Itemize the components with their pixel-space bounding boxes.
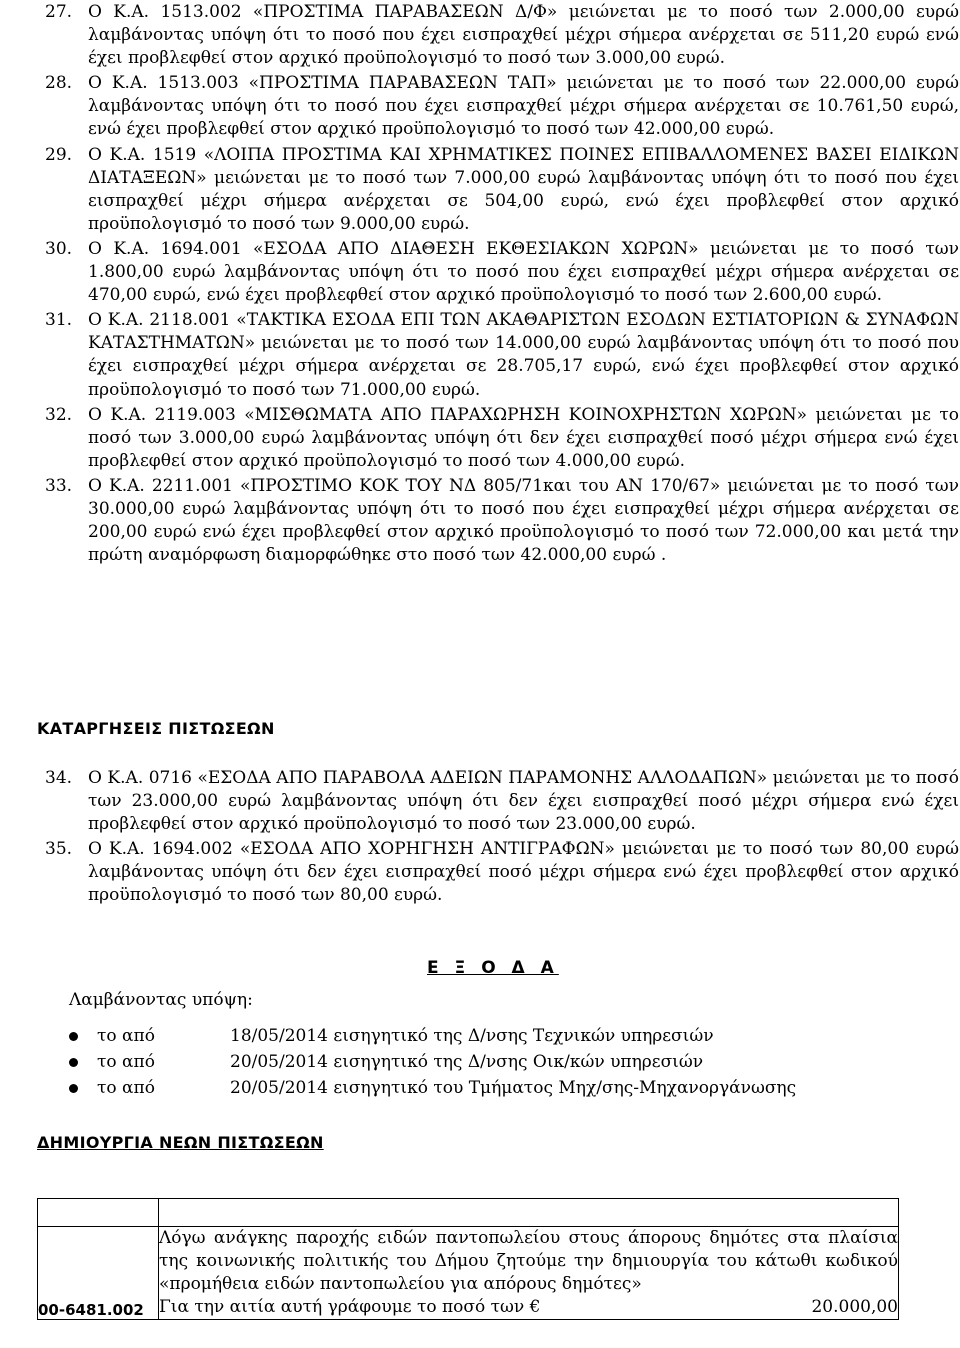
credit-description-cell xyxy=(159,1227,899,1320)
item-text: Ο Κ.Α. 1513.002 «ΠΡΟΣΤΙΜΑ ΠΑΡΑΒΑΣΕΩΝ Δ/Φ» μειώνεται με το ποσό των 2.000,00 ευρώ λαμβάνοντας υπόψη ότι το ποσό που έχει εισπραχθεί μέχρι σήμερα ανέρχεται σε 511,20 ευρώ ενώ έχει προβλεφθεί στον αρχικό προϋπολογισμό το ποσό των 3.000,00 ευρώ. xyxy=(88,2,959,69)
item-number: 34. xyxy=(45,768,73,788)
list-item-30 xyxy=(37,238,959,307)
amount-line xyxy=(159,1296,898,1319)
credit-description: Λόγω ανάγκης παροχής ειδών παντοπωλείου στους άπορους δημότες στα πλαίσια της κοινωνικής πολιτικής του Δήμου ζητούμε την δημιουργία του κάτωθι κωδικού «προμήθεια ειδών παντοπωλείου για απόρους δημότες» xyxy=(159,1228,898,1295)
list-item-27 xyxy=(37,1,959,70)
bullet-text: 20/05/2014 εισηγητικό του Τμήματος Μηχ/σης-Μηχανοργάνωσης xyxy=(230,1078,797,1098)
item-number: 28. xyxy=(45,73,73,94)
table-cell-empty xyxy=(159,1199,899,1227)
section-title-exoda: Ε Ξ Ο Δ Α xyxy=(427,958,559,978)
list-item-28 xyxy=(37,72,959,141)
section-heading-dimiourgia: ΔΗΜΙΟΥΡΓΙΑ ΝΕΩΝ ΠΙΣΤΩΣΕΩΝ xyxy=(37,1133,324,1152)
item-number: 31. xyxy=(45,310,73,331)
bullet-prefix: το από xyxy=(97,1026,155,1046)
item-number: 33. xyxy=(45,475,73,496)
item-text: Ο Κ.Α. 0716 «ΕΣΟΔΑ ΑΠΟ ΠΑΡΑΒΟΛΑ ΑΔΕΙΩΝ ΠΑΡΑΜΟΝΗΣ ΑΛΛΟΔΑΠΩΝ» μειώνεται με το ποσό των 23.000,00 ευρώ λαμβάνοντας υπόψη ότι δεν έχει εισπραχθεί ποσό μέχρι σήμερα ενώ έχει προβλεφθεί στον αρχικό προϋπολογισμό το ποσό των 23.000,00 ευρώ. xyxy=(88,768,959,835)
list-item-29 xyxy=(37,144,959,236)
item-number: 27. xyxy=(45,2,73,22)
table-header-row xyxy=(38,1199,899,1227)
considering-label: Λαμβάνοντας υπόψη: xyxy=(69,990,253,1010)
section-heading-katargiseis: ΚΑΤΑΡΓΗΣΕΙΣ ΠΙΣΤΩΣΕΩΝ xyxy=(37,719,275,738)
bullet-item xyxy=(37,1025,937,1051)
table-cell-empty xyxy=(38,1199,159,1227)
bullet-prefix: το από xyxy=(97,1052,155,1072)
amount-label: Για την αιτία αυτή γράφουμε το ποσό των € xyxy=(159,1297,541,1318)
bullet-item xyxy=(37,1051,937,1077)
item-number: 32. xyxy=(45,404,73,425)
bullet-icon xyxy=(69,1084,78,1093)
bullet-icon xyxy=(69,1058,78,1067)
item-text: Ο Κ.Α. 2118.001 «ΤΑΚΤΙΚΑ ΕΣΟΔΑ ΕΠΙ ΤΩΝ ΑΚΑΘΑΡΙΣΤΩΝ ΕΣΟΔΩΝ ΕΣΤΙΑΤΟΡΙΩΝ & ΣΥΝΑΦΩΝ ΚΑΤΑΣΤΗΜΑΤΩΝ» μειώνεται με το ποσό των 14.000,00 ευρώ λαμβάνοντας υπόψη ότι το ποσό που έχει εισπραχθεί μέχρι σήμερα ανέρχεται σε 28.705,17 ευρώ, ενώ έχει προβλεφθεί στον αρχικό προϋπολογισμό το ποσό των 71.000,00 ευρώ. xyxy=(88,310,959,400)
bullet-text: 20/05/2014 εισηγητικό της Δ/νσης Οικ/κών υπηρεσιών xyxy=(230,1052,704,1072)
bullet-item xyxy=(37,1077,937,1103)
amount-value: 20.000,00 xyxy=(811,1297,898,1318)
item-text: Ο Κ.Α. 2211.001 «ΠΡΟΣΤΙΜΟ ΚΟΚ ΤΟΥ ΝΔ 805/71και του ΑΝ 170/67» μειώνεται με το ποσό των 30.000,00 ευρώ λαμβάνοντας υπόψη ότι το ποσό που έχει εισπραχθεί μέχρι σήμερα ανέρχεται σε 200,00 ευρώ ενώ έχει προβλεφθεί στον αρχικό προϋπολογισμό το ποσό των 72.000,00 και μετά την πρώτη αναμόρφωση διαμορφώθηκε στο ποσό των 42.000,00 ευρώ . xyxy=(88,475,959,566)
list-item-35 xyxy=(37,838,959,907)
bullet-text: 18/05/2014 εισηγητικό της Δ/νσης Τεχνικών υπηρεσιών xyxy=(230,1026,714,1046)
item-number: 29. xyxy=(45,144,73,165)
bullet-icon xyxy=(69,1032,78,1041)
reductions-list-top xyxy=(37,1,959,567)
list-item-34 xyxy=(37,767,959,836)
item-number: 35. xyxy=(45,839,73,860)
item-text: Ο Κ.Α. 1694.002 «ΕΣΟΔΑ ΑΠΟ ΧΟΡΗΓΗΣΗ ΑΝΤΙΓΡΑΦΩΝ» μειώνεται με το ποσό των 80,00 ευρώ λαμβάνοντας υπόψη ότι δεν έχει εισπραχθεί ποσό μέχρι σήμερα ενώ έχει προβλεφθεί στον αρχικό προϋπολογισμό το ποσό των 80,00 ευρώ. xyxy=(88,839,959,906)
item-number: 30. xyxy=(45,238,73,259)
table-row xyxy=(38,1227,899,1320)
list-item-31 xyxy=(37,309,959,401)
bullet-prefix: το από xyxy=(97,1078,155,1098)
item-text: Ο Κ.Α. 2119.003 «ΜΙΣΘΩΜΑΤΑ ΑΠΟ ΠΑΡΑΧΩΡΗΣΗ ΚΟΙΝΟΧΡΗΣΤΩΝ ΧΩΡΩΝ» μειώνεται με το ποσό των 3.000,00 ευρώ λαμβάνοντας υπόψη ότι δεν έχει εισπραχθεί ποσό μέχρι σήμερα ενώ έχει προβλεφθεί στον αρχικό προϋπολογισμό το ποσό των 4.000,00 ευρώ. xyxy=(88,404,959,471)
item-text: Ο Κ.Α. 1694.001 «ΕΣΟΔΑ ΑΠΟ ΔΙΑΘΕΣΗ ΕΚΘΕΣΙΑΚΩΝ ΧΩΡΩΝ» μειώνεται με το ποσό των 1.800,00 ευρώ λαμβάνοντας υπόψη ότι το ποσό που έχει εισπραχθεί μέχρι σήμερα ανέρχεται σε 470,00 ευρώ, ενώ έχει προβλεφθεί στον αρχικό προϋπολογισμό το ποσό των 2.600,00 ευρώ. xyxy=(88,238,959,306)
account-code: 00-6481.002 xyxy=(38,1227,159,1320)
list-item-32 xyxy=(37,404,959,473)
katargiseis-list xyxy=(37,767,959,908)
item-text: Ο Κ.Α. 1519 «ΛΟΙΠΑ ΠΡΟΣΤΙΜΑ ΚΑΙ ΧΡΗΜΑΤΙΚΕΣ ΠΟΙΝΕΣ ΕΠΙΒΑΛΛΟΜΕΝΕΣ ΒΑΣΕΙ ΕΙΔΙΚΩΝ ΔΙΑΤΑΞΕΩΝ» μειώνεται με το ποσό των 7.000,00 ευρώ λαμβάνοντας υπόψη ότι το ποσό που έχει εισπραχθεί μέχρι σήμερα ανέρχεται σε 504,00 ευρώ, ενώ έχει προβλεφθεί στον αρχικό προϋπολογισμό το ποσό των 9.000,00 ευρώ. xyxy=(88,144,959,234)
item-text: Ο Κ.Α. 1513.003 «ΠΡΟΣΤΙΜΑ ΠΑΡΑΒΑΣΕΩΝ ΤΑΠ» μειώνεται με το ποσό των 22.000,00 ευρώ λαμβάνοντας υπόψη ότι το ποσό που έχει εισπραχθεί μέχρι σήμερα ανέρχεται σε 10.761,50 ευρώ, ενώ έχει προβλεφθεί στον αρχικό προϋπολογισμό το ποσό των 42.000,00 ευρώ. xyxy=(88,73,959,140)
list-item-33 xyxy=(37,475,959,567)
bullet-list xyxy=(37,1025,937,1103)
new-credits-table xyxy=(37,1198,899,1320)
